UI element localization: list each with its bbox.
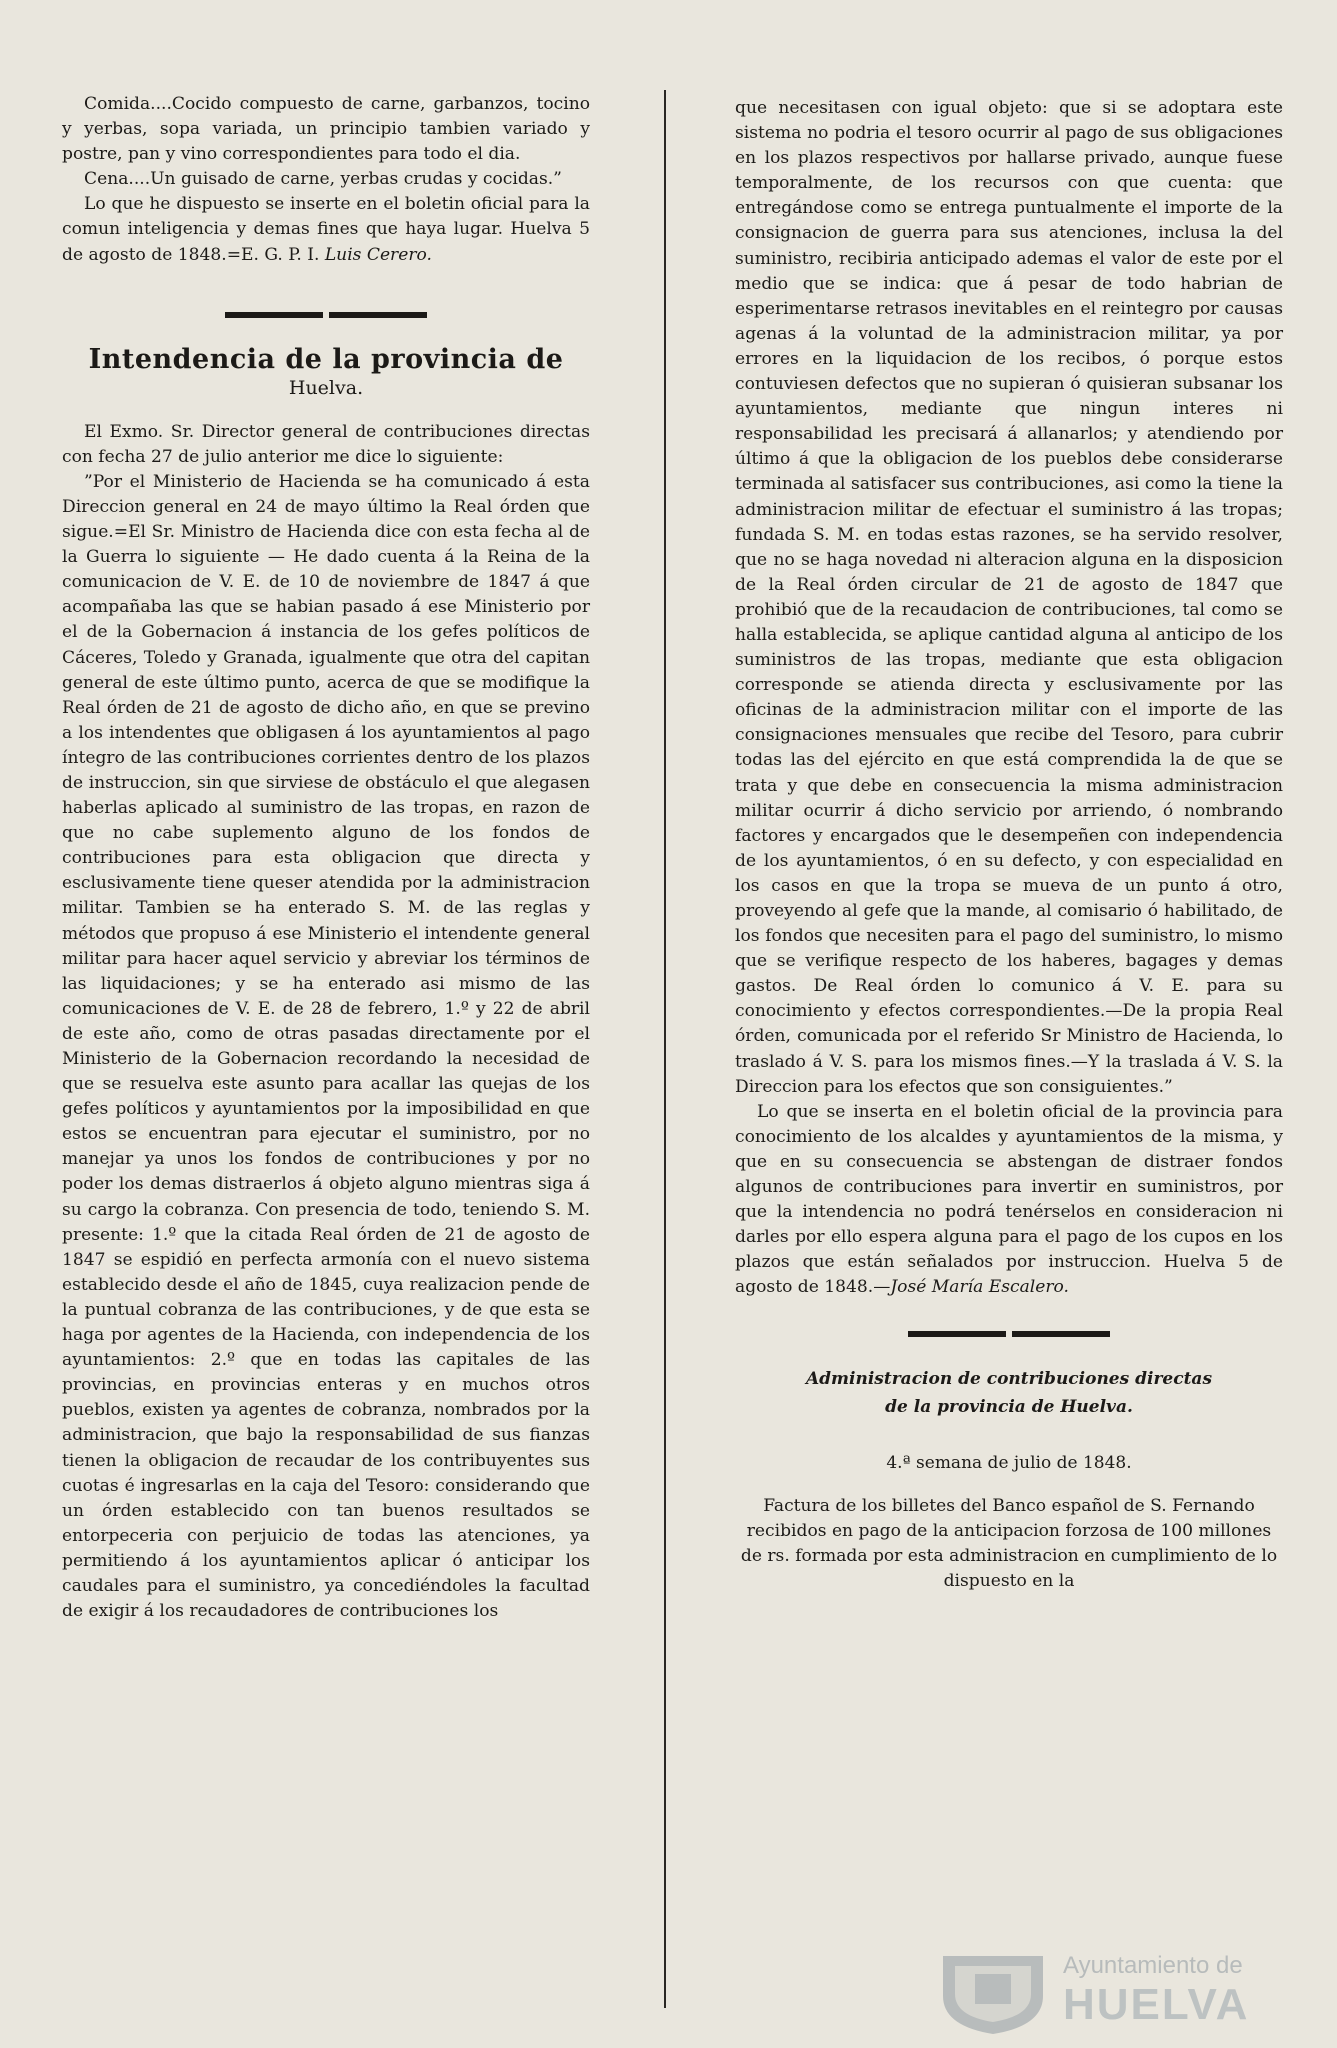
comida-paragraph: Comida....Cocido compuesto de carne, garbanzos, tocino y yerbas, sopa variada, un principio tambien variado y postre, pan y vino correspondientes para todo el dia. <box>62 94 590 165</box>
right-column <box>735 96 1283 1594</box>
column-divider <box>664 90 666 2008</box>
intro-paragraph: El Exmo. Sr. Director general de contribuciones directas con fecha 27 de julio anterior me dice lo siguiente: <box>62 421 590 467</box>
closing-signature: José María Escalero. <box>890 1277 1069 1298</box>
watermark-line1: Ayuntamiento de <box>1063 1952 1243 1979</box>
left-column <box>62 92 590 1624</box>
ministry-body-continued: que necesitasen con igual objeto: que si se adoptara este sistema no podria el tesoro ocurrir al pago de sus obligaciones en los plazos respectivos por hallarse privado, aunque fuese temporalmente, de los recursos con que cuenta: que entregándose como se entrega puntualmente el importe de la consignacion de guerra para sus atenciones, inclusa la del suministro, recibiria anticipado ademas el valor de este por el medio que se indica: que á pesar de todo habrian de esperimentarse retrasos inevitables en el reintegro por causas agenas á la voluntad de la administracion militar, ya por errores en la liquidacion de los recibos, ó porque estos contuviesen defectos que no supieran ó quisieran subsanar los ayuntamientos, mediante que ningun interes ni responsabilidad les precisará á allanarlos; y atendiendo por último á que la obligacion de los pueblos debe considerarse terminada al satisfacer sus contribuciones, asi como la tiene la administracion militar de efectuar el suministro á las tropas; fundada S. M. en todas estas razones, se ha servido resolver, que no se haga novedad ni alteracion alguna en la disposicion de la Real órden circular de 21 de agosto de 1847 que prohibió que de la recaudacion de contribuciones, tal como se halla establecida, se aplique cantidad alguna al anticipo de los suministros de las tropas, mediante que esta obligacion corresponde se atienda directa y esclusivamente por las oficinas de la administracion militar con el importe de las consignaciones mensuales que recibe del Tesoro, para cubrir todas las del ejército en que está comprendida la de que se trata y que debe en consecuencia la misma administracion militar ocurrir á dicho servicio por arriendo, ó nombrando factores y encargados que le desempeñen con independencia de los ayuntamientos, ó en su defecto, y con especialidad en los casos en que la tropa se mueva de un punto á otro, proveyendo al gefe que la mande, al comisario ó habilitado, de los fondos que necesiten para el pago del suministro, lo mismo que se verifique respecto de los haberes, bagages y demas gastos. De Real órden lo comunico á V. E. para su conocimiento y efectos correspondientes.—De la propia Real órden, comunicada por el referido Sr Ministro de Hacienda, lo traslado á V. S. para los mismos fines.—Y la traslada á V. S. la Direccion para los efectos que son consiguientes.” <box>735 98 1283 1097</box>
opening-signature: Luis Cerero. <box>324 244 432 265</box>
intendencia-title: Intendencia de la provincia de <box>88 343 564 375</box>
admin-heading-line2: de la provincia de Huelva. <box>885 1396 1133 1417</box>
huelva-shield-icon <box>935 1950 1051 2036</box>
closing-paragraph <box>735 1100 1283 1301</box>
opening-closing-paragraph <box>62 192 590 267</box>
week-heading: 4.ª semana de julio de 1848. <box>886 1452 1132 1473</box>
admin-heading-line1: Administracion de contribuciones directas <box>805 1368 1213 1389</box>
watermark <box>935 1948 1275 2038</box>
intendencia-subtitle: Huelva. <box>288 376 364 399</box>
watermark-line2: HUELVA <box>1063 1980 1250 2029</box>
cena-paragraph: Cena....Un guisado de carne, yerbas crudas y cocidas.” <box>84 169 562 190</box>
factura-heading: Factura de los billetes del Banco español de S. Fernando recibidos en pago de la anticipacion forzosa de 100 millones de rs. formada por esta administracion en cumplimiento de lo dispuesto en la <box>740 1495 1278 1591</box>
ministry-body-text: ”Por el Ministerio de Hacienda se ha comunicado á esta Direccion general en 24 de mayo último la Real órden que sigue.=El Sr. Ministro de Hacienda dice con esta fecha al de la Guerra lo siguiente — He dado cuenta á la Reina de la comunicacion de V. E. de 10 de noviembre de 1847 á que acompañaba las que se habian pasado á ese Ministerio por el de la Gobernacion á instancia de los gefes políticos de Cáceres, Toledo y Granada, igualmente que otra del capitan general de este último punto, acerca de que se modifique la Real órden de 21 de agosto de dicho año, en que se previno a los intendentes que obligasen á los ayuntamientos al pago íntegro de las contribuciones corrientes dentro de los plazos de instruccion, sin que sirviese de obstáculo el que alegasen haberlas aplicado al suministro de las tropas, en razon de que no cabe suplemento alguno de los fondos de contribuciones para esta obligacion que directa y esclusivamente tiene queser atendida por la administracion militar. Tambien se ha enterado S. M. de las reglas y métodos que propuso á ese Ministerio el intendente general militar para hacer aquel servicio y abreviar los términos de las liquidaciones; y se ha enterado asi mismo de las comunicaciones de V. E. de 28 de febrero, 1.º y 22 de abril de este año, como de otras pasadas directamente por el Ministerio de la Gobernacion recordando la necesidad de que se resuelva este asunto para acallar las quejas de los gefes políticos y ayuntamientos por la imposibilidad en que estos se encuentran para ejecutar el suministro, por no manejar ya unos los fondos de contribuciones y por no poder los demas distraerlos á objeto alguno mientras siga á su cargo la cobranza. Con presencia de todo, teniendo S. M. presente: 1.º que la citada Real órden de 21 de agosto de 1847 se espidió en perfecta armonía con el nuevo sistema establecido desde el año de 1845, cuya realizacion pende de la puntual cobranza de las contribuciones, y de que esta se haga por agentes de la Hacienda, con independencia de los ayuntamientos: 2.º que en todas las capitales de las provincias, en provincias enteras y en muchos otros pueblos, existen ya agentes de cobranza, nombrados por la administracion, que bajo la responsabilidad de sus fianzas tienen la obligacion de recaudar de los contribuyentes sus cuotas é ingresarlas en la caja del Tesoro: considerando que un órden establecido con tan buenos resultados se entorpeceria con perjuicio de todas las atenciones, ya permitiendo á los ayuntamientos aplicar ó anticipar los caudales para el suministro, ya concediéndoles la facultad de exigir á los recaudadores de contribuciones los <box>62 471 590 1622</box>
opening-closing-text: Lo que he dispuesto se inserte en el boletin oficial para la comun inteligencia y demas fines que haya lugar. Huelva 5 de agosto de 1848.=E. G. P. I. <box>62 194 590 265</box>
closing-text: Lo que se inserta en el boletin oficial de la provincia para conocimiento de los alcaldes y ayuntamientos de la misma, y que en su consecuencia se abstengan de distraer fondos algunos de contribuciones para invertir en suministros, por que la intendencia no podrá tenérselos en consideracion ni darles por ello espera alguna para el pago de los cupos en los plazos que están señalados por instruccion. Huelva 5 de agosto de 1848.— <box>735 1101 1283 1298</box>
